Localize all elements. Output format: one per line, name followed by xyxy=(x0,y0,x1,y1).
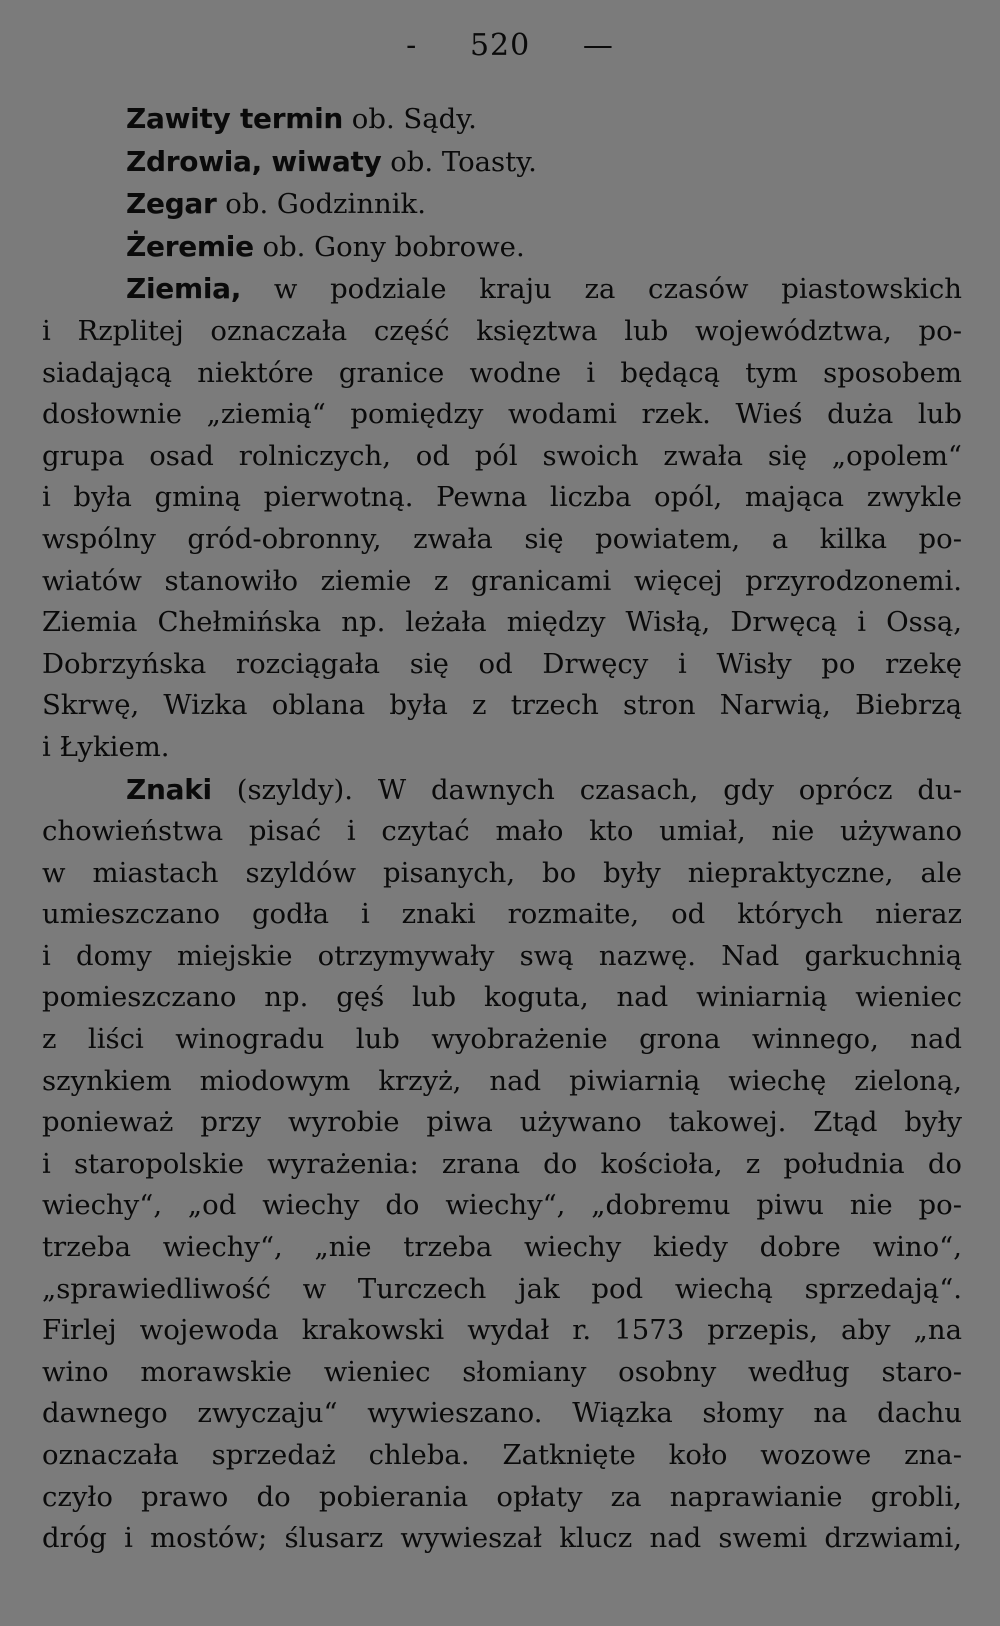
entry-text-line: dosłownie „ziemią“ pomiędzy wodami rzek. Wieś duża lub xyxy=(42,398,962,431)
page-number-header xyxy=(0,28,1000,63)
entry-text-line: wspólny gród-obronny, zwała się powiatem, a kilka po- xyxy=(42,522,962,555)
page-number: 520 xyxy=(469,28,531,63)
entry-text-line: Firlej wojewoda krakowski wydał r. 1573 przepis, aby „na xyxy=(42,1314,962,1347)
entry-text-line: ob. Sądy. xyxy=(343,103,477,135)
entry-zegar xyxy=(42,183,962,226)
entry-text-line: w podziale kraju za czasów piastowskich xyxy=(241,273,962,306)
entry-zdrowia-wiwaty xyxy=(42,141,962,184)
entry-zeremie xyxy=(42,226,962,269)
entry-text-line: trzeba wiechy“, „nie trzeba wiechy kiedy dobre wino“, xyxy=(42,1231,962,1264)
entry-text-line: czyło prawo do pobierania opłaty za naprawianie grobli, xyxy=(42,1480,962,1513)
entry-headword: Zdrowia, wiwaty xyxy=(126,144,382,178)
entry-text-line: grupa osad rolniczych, od pól swoich zwała się „opolem“ xyxy=(42,439,962,472)
entry-text-line: „sprawiedliwość w Turczech jak pod wiechą sprzedają“. xyxy=(42,1272,962,1305)
entry-text-line: i była gminą pierwotną. Pewna liczba opól, mająca zwykle xyxy=(42,481,962,514)
entry-text-line: dróg i mostów; ślusarz wywieszał klucz nad swemi drzwiami, xyxy=(42,1522,962,1555)
entry-text-line: ponieważ przy wyrobie piwa używano takowej. Ztąd były xyxy=(42,1106,962,1139)
entry-headword: Ziemia, xyxy=(126,272,242,306)
entry-zawity-termin xyxy=(42,98,962,141)
entry-znaki xyxy=(42,769,962,812)
entry-ziemia xyxy=(42,268,962,311)
entry-text-line: Skrwę, Wizka oblana była z trzech stron Narwią, Biebrzą xyxy=(42,689,962,722)
entry-headword: Żeremie xyxy=(126,229,254,263)
entry-headword: Zawity termin xyxy=(126,102,344,135)
entry-text-line: i domy miejskie otrzymywały swą nazwę. Nad garkuchnią xyxy=(42,939,962,972)
page-text xyxy=(42,98,962,1560)
entry-text-line: siadającą niektóre granice wodne i będącą tym sposobem xyxy=(42,356,962,389)
entry-text-line: ob. Gony bobrowe. xyxy=(253,230,525,263)
entry-text-line: dawnego zwyczaju“ wywieszano. Wiązka słomy na dachu xyxy=(42,1397,962,1430)
entry-text-line: wiechy“, „od wiechy do wiechy“, „dobremu piwu nie po- xyxy=(42,1189,962,1222)
entry-text-line: pomieszczano np. gęś lub koguta, nad winiarnią wieniec xyxy=(42,981,962,1014)
entry-headword: Znaki xyxy=(126,772,212,806)
entry-text-line: w miastach szyldów pisanych, bo były niepraktyczne, ale xyxy=(42,856,962,889)
entry-text-line: Ziemia Chełmińska np. leżała między Wisłą, Drwęcą i Ossą, xyxy=(42,606,962,639)
entry-text-line: umieszczano godła i znaki rozmaite, od których nieraz xyxy=(42,898,962,931)
page-dash-left: - xyxy=(406,28,418,63)
entry-text-line: ob. Godzinnik. xyxy=(216,188,426,221)
entry-text-line: chowieństwa pisać i czytać mało kto umiał, nie używano xyxy=(42,815,962,848)
entry-text-line: i staropolskie wyrażenia: zrana do kościoła, z południa do xyxy=(42,1147,962,1180)
entry-text-line: wiatów stanowiło ziemie z granicami więcej przyrodzonemi. xyxy=(42,564,962,597)
entry-text-line: wino morawskie wieniec słomiany osobny według staro- xyxy=(42,1355,962,1388)
entry-text-line: (szyldy). W dawnych czasach, gdy oprócz du- xyxy=(211,773,962,806)
page-dash-right: — xyxy=(582,28,614,63)
entry-text-line: ob. Toasty. xyxy=(381,145,537,178)
entry-text-line: i Łykiem. xyxy=(42,730,170,763)
entry-text-line: oznaczała sprzedaż chleba. Zatknięte koło wozowe zna- xyxy=(42,1439,962,1471)
entry-text-line: szynkiem miodowym krzyż, nad piwiarnią wiechę zieloną, xyxy=(42,1064,962,1097)
entry-text-line: i Rzplitej oznaczała część księztwa lub województwa, po- xyxy=(42,314,962,347)
entry-text-line: Dobrzyńska rozciągała się od Drwęcy i Wisły po rzekę xyxy=(42,647,962,680)
entry-text-line: z liści winogradu lub wyobrażenie grona winnego, nad xyxy=(42,1023,962,1056)
entry-headword: Zegar xyxy=(126,187,217,221)
